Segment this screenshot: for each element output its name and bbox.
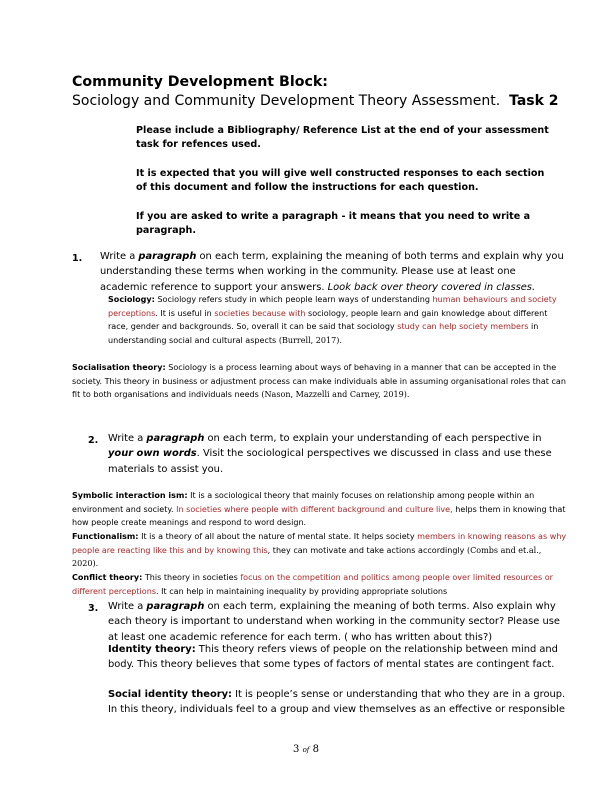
- q3-number: 3.: [88, 603, 99, 614]
- q1-hint: Look back over theory covered in classes.: [327, 281, 536, 293]
- symbolic-text-a: It is a sociological theory that mainly focuses on relationship among people within an environment and society.: [72, 491, 535, 514]
- q1-prompt: [100, 249, 566, 295]
- instruction-responses: It is expected that you will give well constructed responses to each section of this document and follow the instructions for each question.: [136, 168, 545, 194]
- sociology-text-d: in understanding social and cultural aspects: [108, 322, 539, 345]
- functionalism-label: Functionalism:: [72, 532, 139, 541]
- symbolic-label: Symbolic interaction ism:: [72, 491, 188, 500]
- page-current: 3: [293, 744, 300, 755]
- identity-label: Identity theory:: [108, 644, 196, 655]
- answer-conflict-theory: [72, 571, 568, 598]
- answer-identity-theory: [108, 642, 566, 673]
- functionalism-text-a: It is a theory of all about the nature of mental state. It helps society: [138, 532, 418, 541]
- functionalism-text-b: , they can motivate and take actions accordingly: [267, 545, 467, 555]
- sociology-label: Sociology:: [108, 295, 155, 304]
- symbolic-highlight: In societies where people with different background and culture live,: [176, 504, 453, 514]
- q3-text-a: Write a: [108, 601, 147, 612]
- sociology-highlight-2: societies because with: [214, 308, 306, 318]
- q2-emphasis-2: your own words: [108, 448, 197, 460]
- q1-emphasis: paragraph: [138, 251, 197, 262]
- sociology-text-b: . It is useful in: [155, 308, 215, 318]
- conflict-label: Conflict theory:: [72, 573, 143, 582]
- instruction-bibliography: Please include a Bibliography/ Reference List at the end of your assessment task for refences used.: [136, 125, 549, 151]
- q3-prompt: [108, 599, 566, 645]
- sociology-reference: (Burrell, 2017).: [278, 335, 342, 345]
- q2-text-c: . Visit the sociological perspectives we discussed in class and use these materials to assist you.: [108, 448, 552, 475]
- q2-number: 2.: [88, 435, 99, 446]
- q2-emphasis: paragraph: [146, 433, 205, 444]
- functionalism-reference: (Combs and et.al., 2020).: [72, 545, 542, 569]
- sociology-highlight-1: human behaviours and society perceptions: [108, 295, 557, 318]
- page-total: 8: [312, 744, 319, 755]
- conflict-highlight: focus on the competition and politics among people over limited resources or different perceptions: [72, 573, 553, 596]
- answer-sociology: [108, 293, 568, 347]
- q1-text-b: on each term, explaining the meaning of both terms and explain why you understanding these terms when working in the community. Please use at least one academic reference to support your answers.: [100, 251, 564, 293]
- answer-social-identity-theory: [108, 687, 566, 718]
- q1-number: 1.: [72, 253, 83, 264]
- socialisation-text: Sociology is a process learning about ways of behaving in a manner that can be accepted in the society. This theory in business or adjustment process can make individuals able in assuming organisational roles that can fit to both organisations and individuals needs: [72, 363, 566, 400]
- page-number: [0, 744, 612, 755]
- assessment-subtitle: Sociology and Community Development Theory Assessment.: [72, 93, 501, 109]
- sociology-text-a: Sociology refers study in which people learn ways of understanding: [154, 295, 433, 304]
- answer-functionalism: [72, 530, 568, 571]
- socialisation-label: Socialisation theory:: [72, 363, 166, 372]
- social-identity-text: It is people’s sense or understanding that who they are in a group. In this theory, individuals feel to a group and view themselves as an effective or responsible: [108, 689, 566, 716]
- q2-text-a: Write a: [108, 433, 147, 444]
- instruction-paragraph: If you are asked to write a paragraph - it means that you need to write a paragraph.: [136, 211, 531, 237]
- page-of: of: [302, 746, 310, 754]
- block-title: Community Development Block:: [72, 74, 328, 90]
- answer-symbolic-interactionism: [72, 489, 568, 530]
- q2-text-b: on each term, to explain your understanding of each perspective in: [204, 433, 542, 444]
- socialisation-reference: (Nason, Mazzelli and Carney, 2019).: [261, 390, 410, 400]
- symbolic-text-b: helps them in knowing that how people create meanings and respond to word design.: [72, 504, 566, 528]
- conflict-text-a: This theory in societies: [142, 573, 241, 582]
- q1-text-a: Write a: [100, 251, 139, 262]
- sociology-text-c: sociology, people learn and gain knowledge about different race, gender and backgrounds. So, overall it can be said that sociology: [108, 308, 548, 332]
- q2-prompt: [108, 431, 566, 477]
- identity-text: This theory refers views of people on the relationship between mind and body. This theory believes that some types of factors of mental states are contingent fact.: [108, 644, 558, 671]
- conflict-text-b: . It can help in maintaining inequality by providing appropriate solutions: [156, 586, 448, 596]
- task-label: Task 2: [509, 93, 559, 109]
- answer-socialisation: [72, 361, 568, 402]
- sociology-highlight-3: study can help society members: [397, 322, 529, 332]
- social-identity-label: Social identity theory:: [108, 689, 232, 700]
- assessment-title: [72, 93, 592, 109]
- functionalism-highlight: members in knowing reasons as why people are reacting like this and by knowing this: [72, 532, 567, 555]
- q3-text-b: on each term, explaining the meaning of both terms. Also explain why each theory is important to understand when working in the community sector? Please use at least one academic reference for each term. ( who has written about this?): [108, 601, 560, 643]
- q3-emphasis: paragraph: [146, 601, 205, 612]
